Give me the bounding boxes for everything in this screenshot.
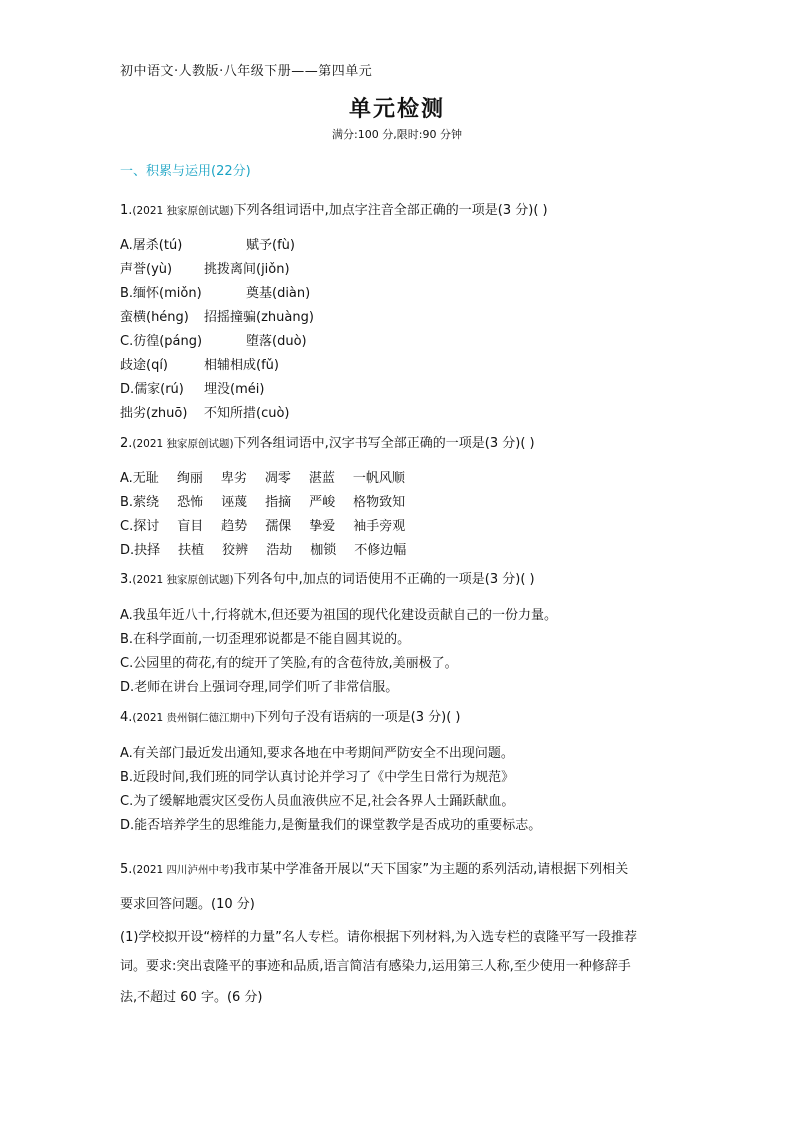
q4-option: D.能否培养学生的思维能力,是衡量我们的课堂教学是否成功的重要标志。 <box>120 818 542 833</box>
question-source: (2021 贵州铜仁德江期中) <box>132 712 255 724</box>
question-5-stem-cont: 要求回答问题。(10 分) <box>120 897 255 912</box>
q3-option: D.老师在讲台上强词夺理,同学们听了非常信服。 <box>120 680 399 695</box>
q4-option: C.为了缓解地震灾区受伤人员血液供应不足,社会各界人士踊跃献血。 <box>120 794 515 809</box>
q1-row: B.缅怀(miǒn) 奠基(diàn) <box>120 286 311 301</box>
question-5-stem: 5.(2021 四川泸州中考)我市某中学准备开展以“天下国家”为主题的系列活动,请根据下列相关 <box>120 862 629 877</box>
course-header: 初中语文·人教版·八年级下册——第四单元 <box>120 64 373 79</box>
q3-option: A.我虽年近八十,行将就木,但还要为祖国的现代化建设贡献自己的一份力量。 <box>120 608 558 623</box>
q1-row: 拙劣(zhuō) 不知所措(cuò) <box>120 406 290 421</box>
q4-option: A.有关部门最近发出通知,要求各地在中考期间严防安全不出现问题。 <box>120 746 514 761</box>
question-source: (2021 独家原创试题) <box>132 438 234 450</box>
q2-row: D.抉择 扶植 狡辨 浩劫 枷锁 不修边幅 <box>120 543 407 558</box>
section-heading: 一、积累与运用(22分) <box>120 164 251 179</box>
question-source: (2021 四川泸州中考) <box>132 864 234 876</box>
question-source: (2021 独家原创试题) <box>132 574 234 586</box>
q3-option: C.公园里的荷花,有的绽开了笑脸,有的含苞待放,美丽极了。 <box>120 656 458 671</box>
question-2-stem: 2.(2021 独家原创试题)下列各组词语中,汉字书写全部正确的一项是(3 分)( ) <box>120 436 535 451</box>
q1-row: 声誉(yù) 挑拨离间(jiǒn) <box>120 262 290 277</box>
question-3-stem: 3.(2021 独家原创试题)下列各句中,加点的词语使用不正确的一项是(3 分)( ) <box>120 572 535 587</box>
q2-row: B.萦绕 恐怖 诬蔑 指摘 严峻 格物致知 <box>120 495 406 510</box>
question-1-stem: 1.(2021 独家原创试题)下列各组词语中,加点字注音全部正确的一项是(3 分)( ) <box>120 203 548 218</box>
question-5-sub1: (1)学校拟开设“榜样的力量”名人专栏。请你根据下列材料,为入选专栏的袁隆平写一段推荐 <box>120 930 638 945</box>
q1-row: C.彷徨(páng) 堕落(duò) <box>120 334 307 349</box>
question-source: (2021 独家原创试题) <box>132 205 234 217</box>
question-5-sub1: 词。要求:突出袁隆平的事迹和品质,语言简洁有感染力,运用第三人称,至少使用一种修辞手 <box>120 959 631 974</box>
question-5-sub1: 法,不超过 60 字。(6 分) <box>120 990 263 1005</box>
score-time-info: 满分:100 分,限时:90 分钟 <box>332 128 462 141</box>
q4-option: B.近段时间,我们班的同学认真讨论并学习了《中学生日常行为规范》 <box>120 770 515 785</box>
q2-row: A.无耻 绚丽 卑劣 凋零 湛蓝 一帆风顺 <box>120 471 405 486</box>
q1-row: A.屠杀(tú) 赋予(fù) <box>120 238 295 253</box>
q3-option: B.在科学面前,一切歪理邪说都是不能自圆其说的。 <box>120 632 411 647</box>
question-4-stem: 4.(2021 贵州铜仁德江期中)下列句子没有语病的一项是(3 分)( ) <box>120 710 461 725</box>
page-title: 单元检测 <box>348 97 445 122</box>
q2-row: C.探讨 盲目 趋势 孺倮 挚爱 袖手旁观 <box>120 519 406 534</box>
q1-row: 歧途(qí) 相辅相成(fǔ) <box>120 358 279 373</box>
q1-row: 蛮横(héng) 招摇撞骗(zhuàng) <box>120 310 314 325</box>
q1-row: D.儒家(rú) 埋没(méi) <box>120 382 265 397</box>
